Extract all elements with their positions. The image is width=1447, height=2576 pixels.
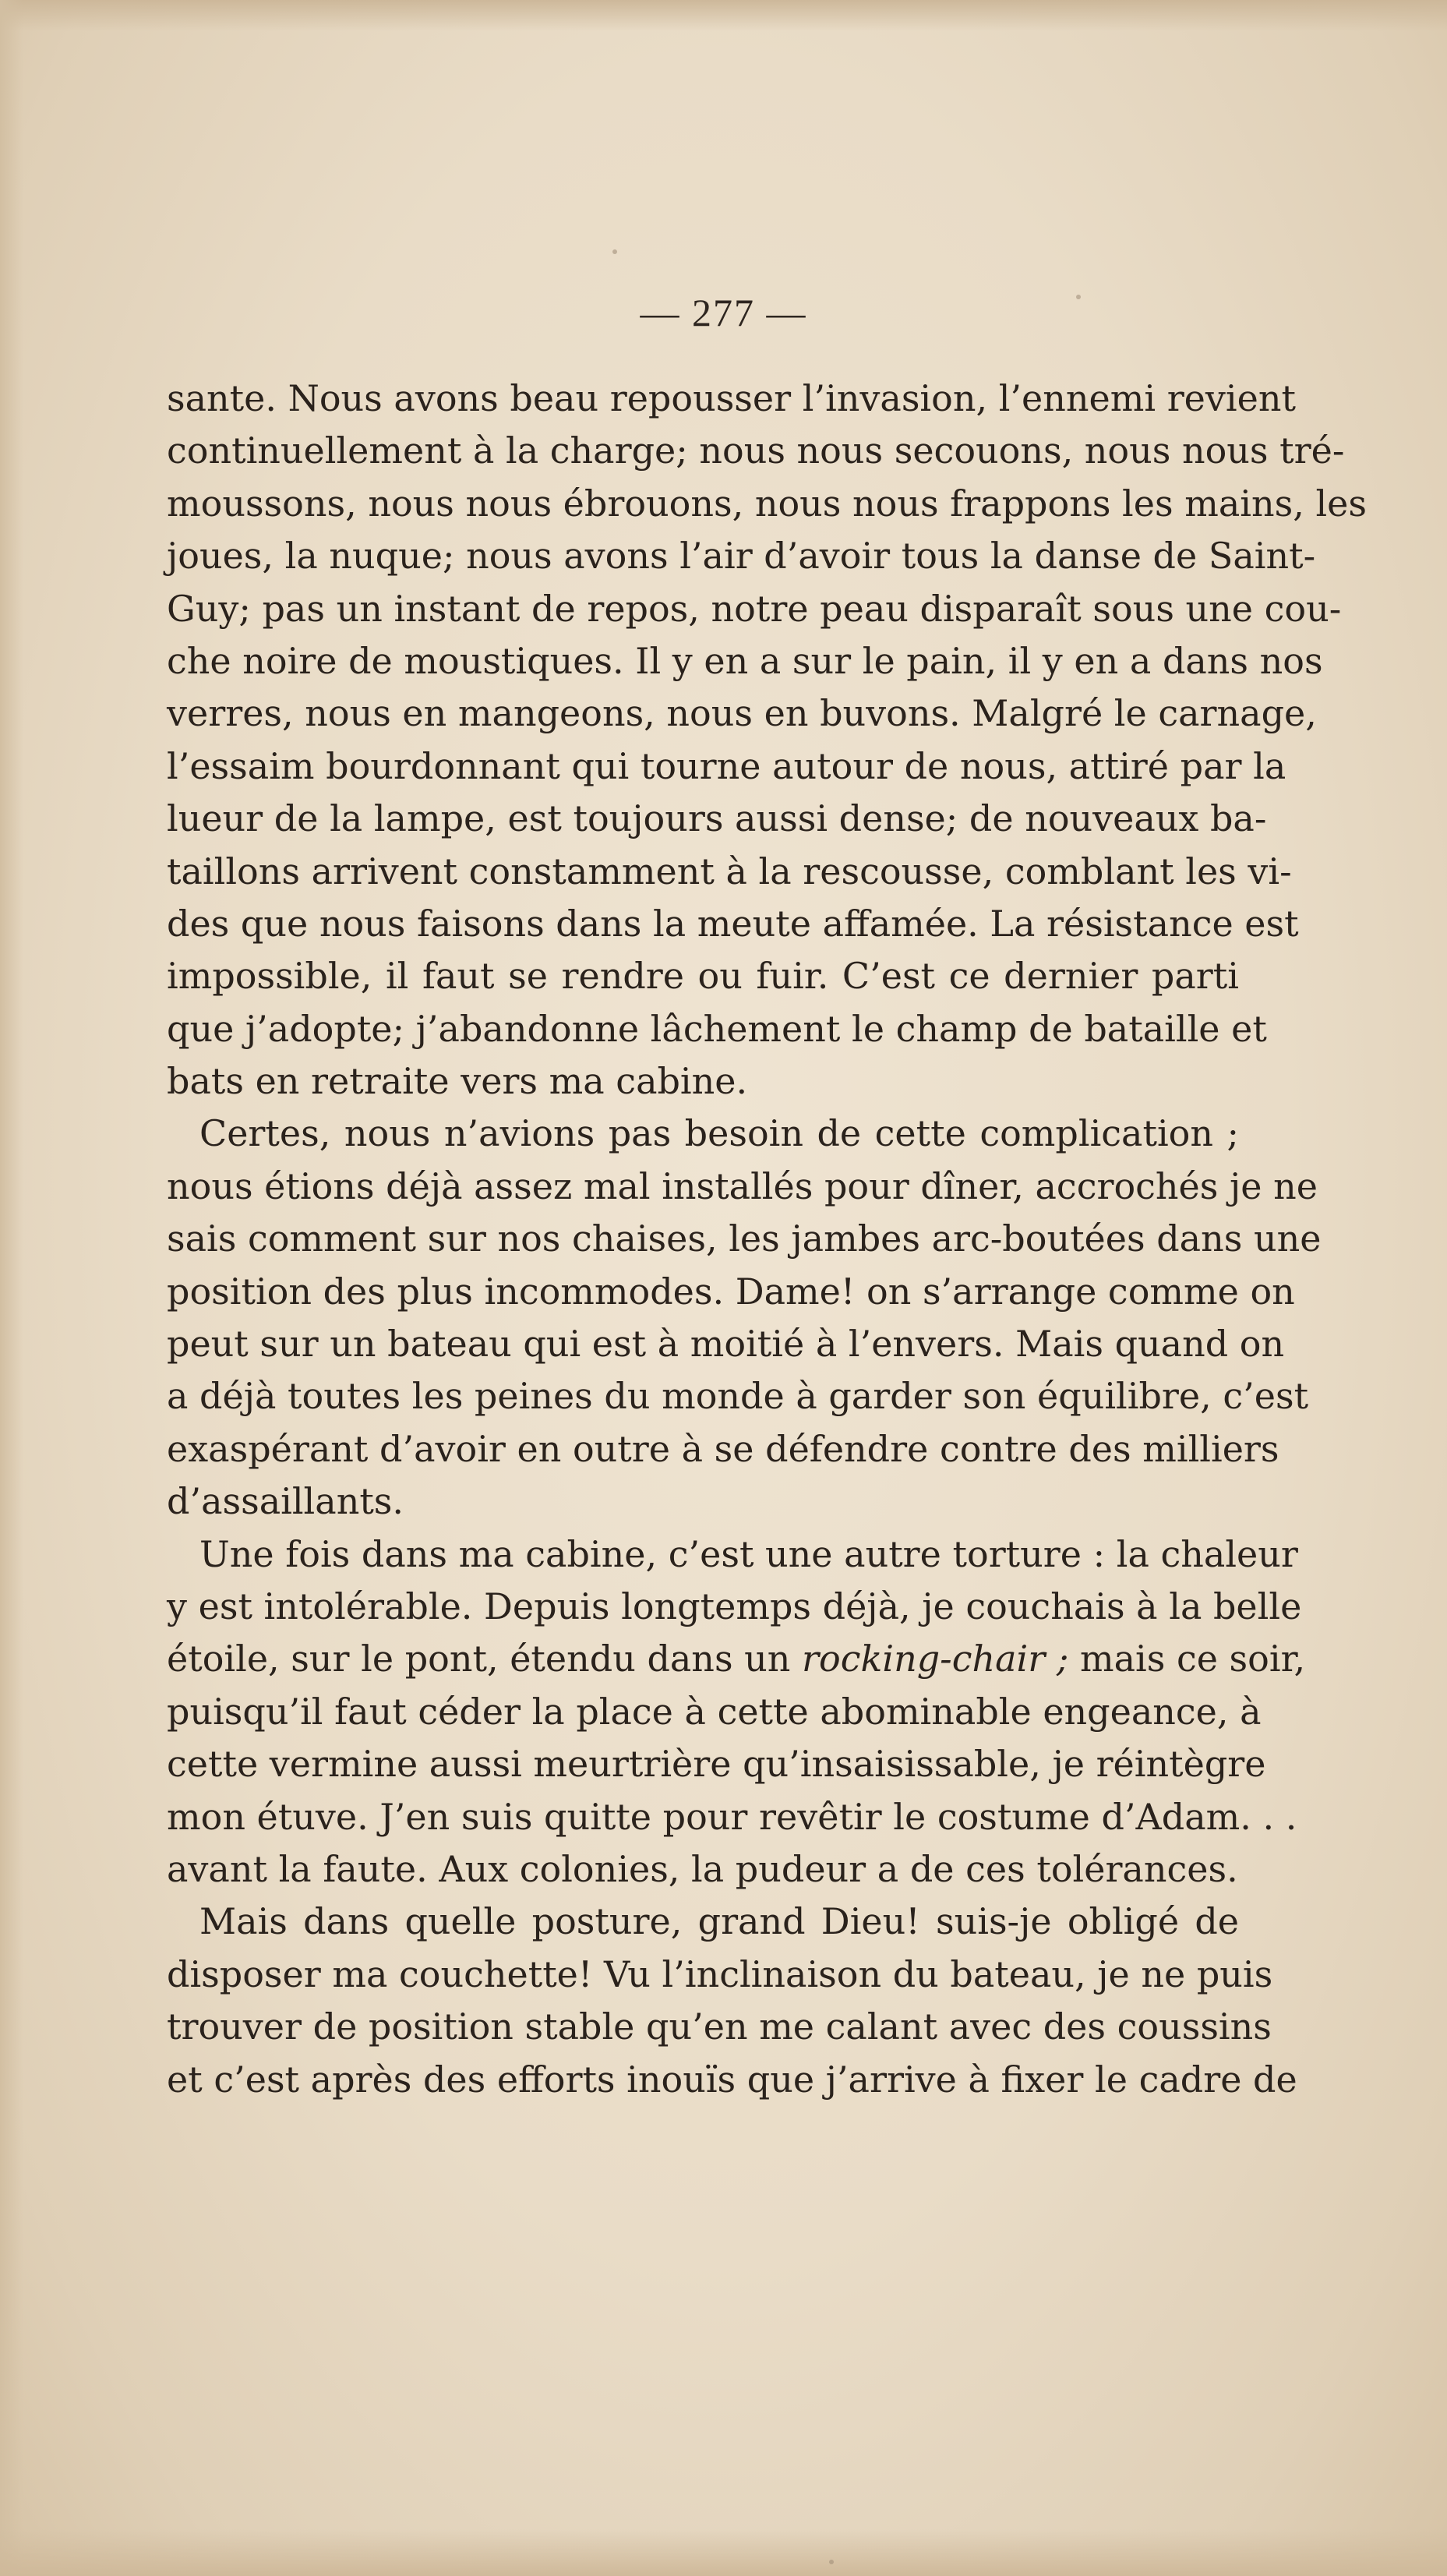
text-line: Certes, nous n’avions pas besoin de cette complication ; bbox=[199, 1112, 1239, 1155]
page-edge-bottom bbox=[0, 2529, 1447, 2576]
paper-speck bbox=[829, 2560, 834, 2564]
body-text bbox=[167, 373, 1367, 2106]
paper-speck bbox=[612, 249, 617, 254]
text-line: Mais dans quelle posture, grand Dieu! suis-je obligé de bbox=[199, 1900, 1239, 1943]
paragraph-3 bbox=[167, 1528, 1306, 1896]
text-line: position des plus incommodes. Dame! on s’arrange comme on bbox=[167, 1270, 1295, 1313]
page-edge-top bbox=[0, 0, 1447, 31]
text-run: étoile, sur le pont, étendu dans un bbox=[167, 1638, 803, 1680]
text-line: peut sur un bateau qui est à moitié à l’envers. Mais quand on bbox=[167, 1323, 1285, 1366]
page-edge-left bbox=[0, 0, 23, 2576]
text-line: verres, nous en mangeons, nous en buvons. Malgré le carnage, bbox=[167, 692, 1317, 735]
text-line: che noire de moustiques. Il y en a sur le pain, il y en a dans nos bbox=[167, 639, 1323, 682]
text-line: l’essaim bourdonnant qui tourne autour de nous, attiré par la bbox=[167, 744, 1286, 787]
text-line: avant la faute. Aux colonies, la pudeur a de ces tolérances. bbox=[167, 1847, 1238, 1890]
italic-term: rocking-chair ; bbox=[802, 1638, 1069, 1680]
text-line: a déjà toutes les peines du monde à garder son équilibre, c’est bbox=[167, 1375, 1309, 1418]
text-line: moussons, nous nous ébrouons, nous nous frappons les mains, les bbox=[167, 482, 1367, 525]
paragraph-1 bbox=[167, 373, 1367, 1108]
text-line: nous étions déjà assez mal installés pour dîner, accrochés je ne bbox=[167, 1164, 1318, 1207]
paragraph-4 bbox=[167, 1896, 1297, 2106]
text-line: continuellement à la charge; nous nous secouons, nous nous tré- bbox=[167, 429, 1345, 472]
text-line: sais comment sur nos chaises, les jambes arc-boutées dans une bbox=[167, 1217, 1322, 1260]
text-line: y est intolérable. Depuis longtemps déjà, je couchais à la belle bbox=[167, 1585, 1302, 1627]
text-line: disposer ma couchette! Vu l’inclinaison du bateau, je ne puis bbox=[167, 1952, 1273, 1995]
text-line: impossible, il faut se rendre ou fuir. C’est ce dernier parti bbox=[167, 955, 1239, 998]
text-line-with-italic bbox=[167, 1633, 1306, 1685]
text-line: sante. Nous avons beau repousser l’invasion, l’ennemi revient bbox=[167, 377, 1296, 419]
text-line: bats en retraite vers ma cabine. bbox=[167, 1060, 748, 1103]
text-line: cette vermine aussi meurtrière qu’insaisissable, je réintègre bbox=[167, 1743, 1266, 1786]
text-line: des que nous faisons dans la meute affamée. La résistance est bbox=[167, 902, 1299, 945]
text-line: mon étuve. J’en suis quitte pour revêtir le costume d’Adam. . . bbox=[167, 1795, 1297, 1838]
text-line: lueur de la lampe, est toujours aussi dense; de nouveaux ba- bbox=[167, 797, 1267, 840]
text-line: taillons arrivent constamment à la rescousse, comblant les vi- bbox=[167, 850, 1292, 892]
text-line: Guy; pas un instant de repos, notre peau disparaît sous une cou- bbox=[167, 587, 1342, 630]
text-line: exaspérant d’avoir en outre à se défendre contre des milliers bbox=[167, 1427, 1279, 1470]
text-line: et c’est après des efforts inouïs que j’arrive à fixer le cadre de bbox=[167, 2058, 1297, 2101]
paragraph-2 bbox=[167, 1108, 1322, 1528]
text-line: puisqu’il faut céder la place à cette abominable engeance, à bbox=[167, 1690, 1262, 1733]
page-number: — 277 — bbox=[640, 291, 807, 334]
text-line: trouver de position stable qu’en me calant avec des coussins bbox=[167, 2005, 1272, 2048]
text-line: que j’adopte; j’abandonne lâchement le champ de bataille et bbox=[167, 1007, 1267, 1050]
text-line: Une fois dans ma cabine, c’est une autre torture : la chaleur bbox=[199, 1532, 1298, 1575]
text-line: d’assaillants. bbox=[167, 1480, 404, 1523]
text-line: joues, la nuque; nous avons l’air d’avoir tous la danse de Saint- bbox=[167, 535, 1316, 578]
text-run: mais ce soir, bbox=[1068, 1638, 1306, 1680]
